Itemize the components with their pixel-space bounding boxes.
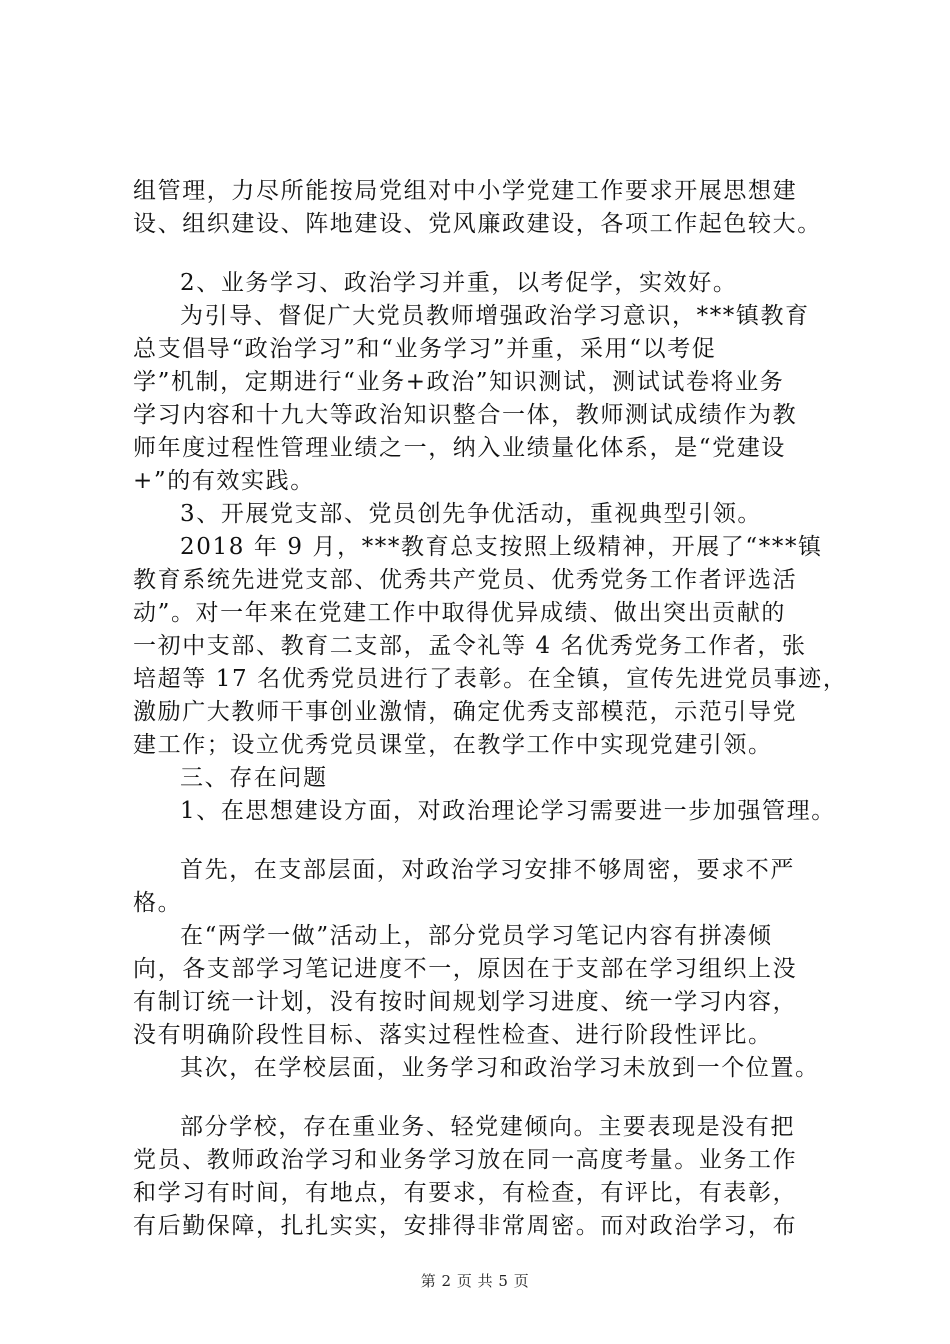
paragraph-start: 部分学校，存在重业务、轻党建倾向。主要表现是没有把 bbox=[180, 1114, 795, 1140]
text-line: 教育系统先进党支部、优秀共产党员、优秀党务工作者评选活 bbox=[133, 567, 798, 593]
section-heading: 3、开展党支部、党员创先争优活动，重视典型引领。 bbox=[180, 501, 763, 527]
text-line: 组管理，力尽所能按局党组对中小学党建工作要求开展思想建 bbox=[133, 178, 798, 204]
paragraph-start: 首先，在支部层面，对政治学习安排不够周密，要求不严 bbox=[180, 857, 795, 883]
section-heading: 三、存在问题 bbox=[180, 765, 328, 791]
section-heading: 1、在思想建设方面，对政治理论学习需要进一步加强管理。 bbox=[180, 798, 836, 824]
text-line: 总支倡导“政治学习”和“业务学习”并重，采用“以考促 bbox=[133, 336, 717, 362]
text-line: 一初中支部、教育二支部，孟令礼等 4 名优秀党务工作者，张 bbox=[133, 633, 807, 659]
text-line: 师年度过程性管理业绩之一，纳入业绩量化体系，是“党建设 bbox=[133, 435, 786, 461]
text-line: 激励广大教师干事创业激情，确定优秀支部模范，示范引导党 bbox=[133, 699, 798, 725]
text-line: 学习内容和十九大等政治知识整合一体，教师测试成绩作为教 bbox=[133, 402, 798, 428]
paragraph-start: 其次，在学校层面，业务学习和政治学习未放到一个位置。 bbox=[180, 1055, 820, 1081]
text-line: 党员、教师政治学习和业务学习放在同一高度考量。业务工作 bbox=[133, 1147, 798, 1173]
text-line: 格。 bbox=[133, 890, 183, 916]
section-heading: 2、业务学习、政治学习并重，以考促学，实效好。 bbox=[180, 270, 738, 296]
text-line: 向，各支部学习笔记进度不一，原因在于支部在学习组织上没 bbox=[133, 956, 798, 982]
paragraph-start: 在“两学一做”活动上，部分党员学习笔记内容有拼凑倾 bbox=[180, 923, 773, 949]
text-line: 没有明确阶段性目标、落实过程性检查、进行阶段性评比。 bbox=[133, 1022, 773, 1048]
text-line: 设、组织建设、阵地建设、党风廉政建设，各项工作起色较大。 bbox=[133, 211, 822, 237]
text-line: 有后勤保障，扎扎实实，安排得非常周密。而对政治学习，布 bbox=[133, 1213, 798, 1239]
text-line: 培超等 17 名优秀党员进行了表彰。在全镇，宣传先进党员事迹， bbox=[133, 666, 848, 692]
paragraph-start: 2018 年 9 月，***教育总支按照上级精神，开展了“***镇 bbox=[180, 534, 823, 560]
text-line: +”的有效实践。 bbox=[133, 468, 315, 494]
text-line: 动”。对一年来在党建工作中取得优异成绩、做出突出贡献的 bbox=[133, 600, 786, 626]
paragraph-start: 为引导、督促广大党员教师增强政治学习意识，***镇教育 bbox=[180, 303, 810, 329]
text-line: 建工作；设立优秀党员课堂，在教学工作中实现党建引领。 bbox=[133, 732, 773, 758]
text-line: 学”机制，定期进行“业务+政治”知识测试，测试试卷将业务 bbox=[133, 369, 785, 395]
text-line: 和学习有时间，有地点，有要求，有检查，有评比，有表彰， bbox=[133, 1180, 798, 1206]
text-line: 有制订统一计划，没有按时间规划学习进度、统一学习内容， bbox=[133, 989, 798, 1015]
page-number-footer: 第 2 页 共 5 页 bbox=[420, 1272, 530, 1290]
